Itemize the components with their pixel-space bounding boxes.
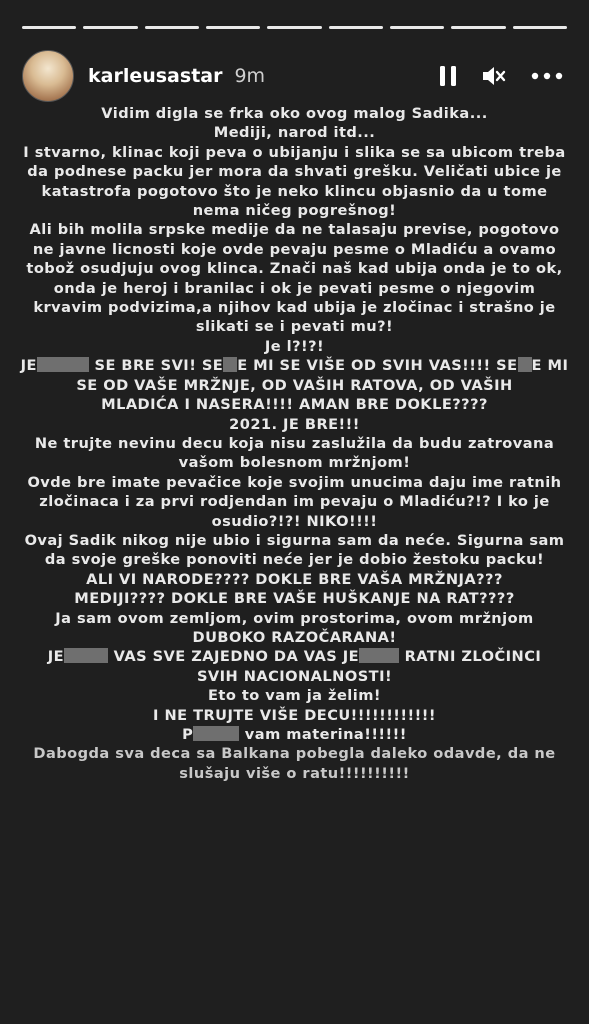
progress-segment <box>513 26 567 29</box>
story-text-line: tobož osudjuju ovog klinca. Znači naš kad ubija onda je to ok, <box>26 260 563 278</box>
post-time: 9m <box>234 65 266 87</box>
story-text-line: ALI VI NARODE???? DOKLE BRE VAŠA MRŽNJA??? <box>86 570 503 588</box>
story-text-line: da podnese packu jer mora da shvati grešku. Veličati ubice je <box>27 163 562 181</box>
story-text-line: da svoje greške ponoviti neće jer je dobio žestoku packu! <box>44 551 545 569</box>
progress-segment <box>267 26 321 29</box>
story-text-line: zločinaca i za prvi rodjendan im pevaju o Mladiću?!? I ko je <box>39 493 550 511</box>
progress-segment <box>145 26 199 29</box>
story-text-line: katastrofa pogotovo što je neko klincu objasnio da u tome <box>41 182 548 200</box>
story-text-line: SE OD VAŠE MRŽNJE, OD VAŠIH RATOVA, OD VAŠIH <box>76 376 513 394</box>
mute-icon[interactable] <box>481 64 507 88</box>
story-text-line: Vidim digla se frka oko ovog malog Sadika... <box>101 105 488 122</box>
censor-blur <box>518 357 532 372</box>
story-text-line: P vam materina!!!!!! <box>182 726 407 743</box>
story-text-line: JE VAS SVE ZAJEDNO DA VAS JE RATNI ZLOČINCI <box>47 648 542 666</box>
story-text-line: I NE TRUJTE VIŠE DECU!!!!!!!!!!!! <box>153 706 436 724</box>
pause-icon[interactable] <box>439 65 457 87</box>
avatar[interactable] <box>22 50 74 102</box>
story-text-line: DUBOKO RAZOČARANA! <box>192 628 397 646</box>
story-text-line: Ne trujte nevinu decu koja nisu zaslužila da budu zatrovana <box>34 434 555 452</box>
censor-blur <box>37 357 89 372</box>
story-text-line: Ovaj Sadik nikog nije ubio i sigurna sam da neće. Sigurna sam <box>24 531 565 549</box>
story-text-line: MEDIJI???? DOKLE BRE VAŠE HUŠKANJE NA RAT???? <box>74 590 515 608</box>
story-text-line: Ali bih molila srpske medije da ne talasaju previse, pogotovo <box>29 221 560 239</box>
progress-segment <box>329 26 383 29</box>
story-text-line: Je l?!?! <box>264 337 325 355</box>
censor-blur <box>223 357 237 372</box>
story-text-line: Ja sam ovom zemljom, ovim prostorima, ovom mržnjom <box>55 609 534 627</box>
censor-blur <box>64 648 108 663</box>
story-text-line: nema ničeg pogrešnog! <box>192 202 397 220</box>
story-text-line: onda je heroj i branilac i ok je pevati pesme o njegovim <box>53 279 536 297</box>
story-text-line: MLADIĆA I NASERA!!!! AMAN BRE DOKLE???? <box>101 396 488 414</box>
story-text-line: slikati se i pevati mu?! <box>195 318 394 336</box>
progress-segment <box>83 26 137 29</box>
story-text-line: Eto to vam ja želim! <box>208 687 381 705</box>
story-text-line: Dabogda sva deca sa Balkana pobegla daleko odavde, da ne <box>33 745 556 763</box>
progress-segment <box>451 26 505 29</box>
story-text-line: osudio?!?! NIKO!!!! <box>211 512 378 530</box>
story-text-line: vašom bolesnom mržnjom! <box>178 454 411 472</box>
story-text-line: 2021. JE BRE!!! <box>229 415 360 433</box>
progress-segment <box>390 26 444 29</box>
story-text-line: krvavim podvizima,a njihov kad ubija je zločinac i strašno je <box>33 299 556 317</box>
story-controls <box>439 64 563 88</box>
more-options-icon[interactable] <box>531 72 563 80</box>
story-text-line: I stvarno, klinac koji peva o ubijanju i slika se sa ubicom treba <box>23 143 566 161</box>
progress-segment <box>206 26 260 29</box>
censor-blur <box>193 726 239 741</box>
story-text <box>0 104 589 783</box>
username[interactable]: karleusastar <box>88 65 223 87</box>
story-text-line: SVIH NACIONALNOSTI! <box>196 667 393 685</box>
story-text-line: Ovde bre imate pevačice koje svojim unucima daju ime ratnih <box>27 473 562 491</box>
story-text-line: slušaju više o ratu!!!!!!!!!! <box>179 764 410 782</box>
story-header <box>22 50 563 102</box>
censor-blur <box>359 648 399 663</box>
story-text-line: Mediji, narod itd... <box>213 124 376 142</box>
progress-segment <box>22 26 76 29</box>
story-text-line: ne javne licnosti koje ovde pevaju pesme o Mladiću a ovamo <box>32 240 557 258</box>
story-text-line: JE SE BRE SVI! SE E MI SE VIŠE OD SVIH VAS!!!! SE E MI <box>20 357 569 375</box>
story-progress-bar <box>22 26 567 29</box>
